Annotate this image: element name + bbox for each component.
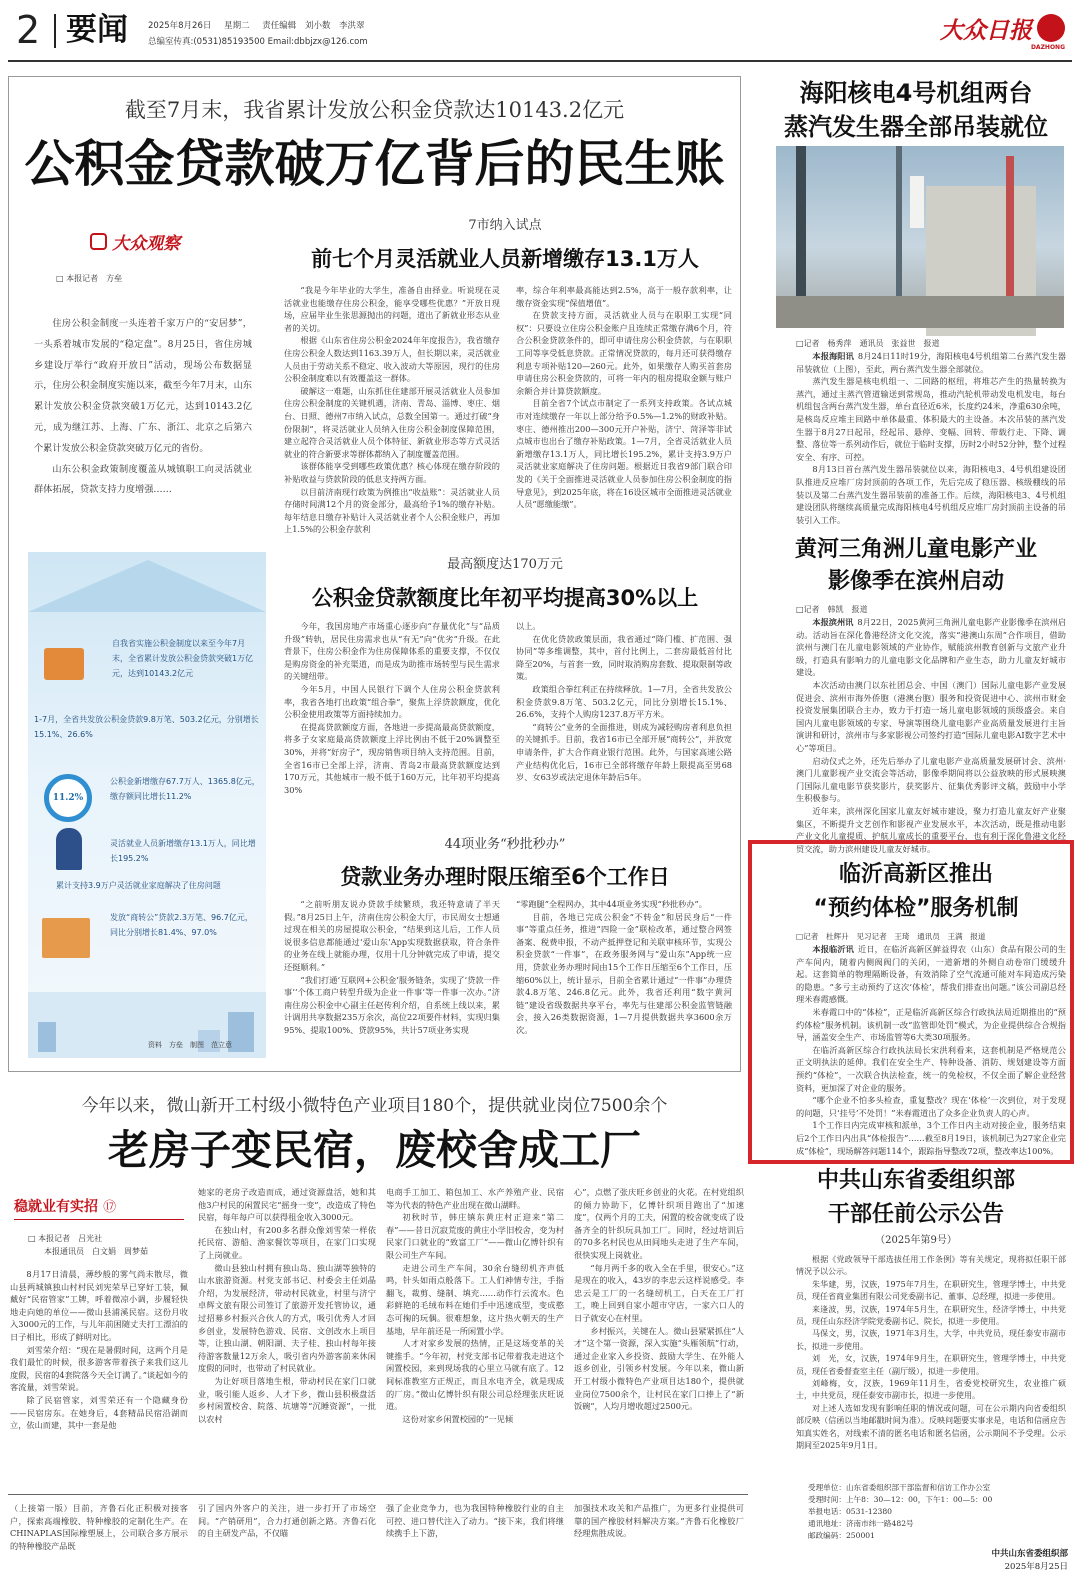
info-item-2: 1-7月，全省共发放公积金贷款9.8万笔、503.2亿元，分别增长15.1%、26.6% — [34, 715, 259, 739]
info-item-6: 发放“商转公”贷款2.3万笔、96.7亿元，同比分别增长81.4%、97.0% — [110, 913, 253, 937]
s1-paragraph: 在贷款支持方面，灵活就业人员与在职职工实现“同权”：只要设立住房公积金账户且连续正常缴存满6个月，符合公积金贷款条件的，即可申请住房公积金贷款，与在职职工同等享受低息贷款。正常情况贷款的，每月还可获得缴存利息专项补贴120—260元。此外，如果缴存人购买首套房申请住房公积金贷款的，可将一年内的租房提取金额与账户余额合并计算贷款额度。 — [516, 310, 732, 396]
roof-shape — [28, 560, 266, 612]
bottom-paragraph: 8月17日清晨，薄纱般的雾气尚未散尽，微山县两城镇独山村村民刘宪荣早已穿好工装，佩戴好“民宿管家”工牌，呼着微凉小调，步履轻快地走向她的单位——微山县浦溪民宿。这份月收入3000元的工作，与儿年前困随丈夫打工漂泊的日子相比，形成了鲜明对比。 — [10, 1269, 188, 1342]
s1-paragraph: 目前全省7个试点市制定了一系列支持政策。各试点城市对连续缴存一年以上部分给予0.5%—1.2%的财政补贴。枣庄、德州推出200—300元开户补贴，济宁、菏泽等非试点城市也出台了缴存补贴政策。1—7月，全省灵活就业人员新增缴存13.1万人，同比增长195.2%，累计支持3.9万户灵活就业家庭解决了住房问题。根据近日我省9部门联合印发的《关于全面推进灵活就业人员参加住房公积金制度的指导意见》，到2025年底，将在16设区城市全面推进灵活就业人员“愿缴能缴”。 — [516, 398, 732, 510]
logo-subtext: DAZHONG — [1030, 44, 1065, 51]
r1-headline-line: 海阳核电4号机组两台 — [799, 79, 1033, 107]
s2-paragraph: 在提高贷款额度方面，各地进一步提高最高贷款额度，将多子女家庭最高贷款额度上浮比例由不低于20%调整至30%，并将“好房子”，现房销售项目纳入支持范围。目前，全省16市已全部上浮，济南、青岛2市最高贷款额度达到170万元，其他城市一般不低于160万元，比年初平均提高30% — [284, 721, 500, 795]
infographic — [28, 552, 266, 1058]
r2-paragraph: 启动仪式之外，还先后举办了儿童电影产业高质量发展研讨会、滨州·澳门儿童影视产业交流会等活动，影像季期间将以公益放映的形式展映澳门国际儿童电影节获奖影片，获奖影片、征集优秀影评文稿，鼓励中小学生积极参与。 — [796, 755, 1066, 804]
logo-emblem-icon — [1037, 14, 1065, 42]
bottom-paragraph: 心”，点燃了张庆旺乡创业的火花。在村党组织的倾力协助下，亿博针织项目跑出了“加速度”，仅两个月的工夫，闲置的校舍就变成了设备齐全的针织玩具加工厂。同时，经过培训后的70多名村民也从田间地头走进了生产车间，很快实现上岗就业。 — [574, 1187, 744, 1260]
ring-chart — [44, 774, 92, 822]
info-item-4: 灵活就业人员新增缴存13.1万人，同比增长195.2% — [110, 839, 256, 863]
bottom-paragraph: 人才对家乡发展的热情，正是这场变革的关键推手。“今年初，村党支部书记带着我走进这个闲置校园，来到现场我的心里立马就有底了。12间标准教室方正规正，而且水电齐全，就是现成的厂房。”微山亿博针织有限公司总经理张庆旺说道。 — [386, 1338, 564, 1412]
s2-paragraph: 在优化贷款政策层面，我省通过“降门槛、扩范围、强协同”等多维调整，其中，首付比例上，二套房最低首付比降至20%，与首套一致，同时取消购房套数、提取限制等政策。 — [516, 633, 732, 682]
r4-paragraph: 刘 光，女，汉族，1974年9月生，在职研究生，管理学博士，中共党员，现任省委督查室主任（副厅级），拟进一步使用。 — [796, 1354, 1066, 1376]
bottom-byline-1: □ 本报记者 吕光社 — [28, 1234, 103, 1243]
s1-headline: 前七个月灵活就业人员新增缴存13.1万人 — [311, 247, 699, 271]
logo-text: 大众日报 — [940, 17, 1032, 44]
s2-col1 — [284, 620, 500, 818]
issue-weekday: 星期二 — [224, 21, 250, 31]
r4-paragraph: 根据《党政领导干部选拔任用工作条例》等有关规定，现将拟任职干部情况予以公示。 — [796, 1255, 1066, 1277]
r2-headline-line: 影像季在滨州启动 — [827, 569, 1004, 594]
r1-paragraph: 蒸汽发生器是核电机组一、二回路的枢纽，将堆芯产生的热量转换为蒸汽，通过主蒸汽管道输送到常规岛，推动汽轮机带动发电机发电，每台机组包含两台蒸汽发生器，单台直径近6米，长度约24米，净重630余吨，是核岛反应堆主回路中单体最重、体积最大的主设备。本次吊装的蒸汽发生器于8月27日起吊，经起吊、悬停、变幅、回转、带载行走、下降、调整、落位等一系列动作后，就位于临时支撑，历时2小时52分钟，整个过程安全、有序、可控。 — [796, 376, 1066, 462]
page-number: 2 — [16, 8, 41, 52]
header-meta — [148, 20, 365, 32]
r4-contacts — [808, 1482, 1066, 1546]
r1-lead: 8月24日11时19分，海阳核电4号机组第二台蒸汽发生器吊装就位（上图），至此，两台蒸汽发生器全部就位。 — [796, 351, 1066, 374]
editor-label: 责任编辑 — [262, 21, 297, 31]
newspaper-logo — [940, 12, 1065, 54]
lead-body — [34, 314, 252, 514]
r2-dateline: 本报滨州讯 — [812, 617, 854, 627]
house-icon — [44, 648, 84, 680]
r3-headline-line: 临沂高新区推出 — [838, 862, 993, 887]
r2-byline: □记者 韩凯 报道 — [796, 605, 868, 614]
r1-byline: □记者 杨秀萍 通讯员 张益世 报道 — [796, 339, 940, 348]
footer-col3: 强了企业竞争力，也为我国特种橡胶行业的自主可控、进口替代注入了动力。“接下来，我们将继续携手上下游， — [386, 1503, 564, 1539]
bottom-paragraph: 刘雪荣介绍：“现在是暑假时间，这两个月是我们最忙的时候，很多游客带着孩子来我们这儿度假，民宿的4套院落今天全订满了。”谈起如今的客流量，刘雪荣说。 — [10, 1344, 188, 1393]
r2-lead: 8月22日，2025黄河三角洲儿童电影产业影像季在滨州启动。活动旨在深化鲁港经济文化交流，落实“港澳山东周”合作项目，借助滨州与澳门在儿童电影领域的产业协作，赋能滨州教育创新与文旅产业升级，打造具有影响力的儿童电影文化品牌和产业生态，助力儿童友好城市建设。 — [796, 617, 1066, 678]
r4-paragraph: 朱华建，男，汉族，1975年7月生，在职研究生，管理学博士，中共党员，现任省商业集团有限公司党委副书记、董事、总经理，拟进一步使用。 — [796, 1279, 1066, 1302]
s3-paragraph: “零跑腿”全程网办，其中44项业务实现“秒批秒办”。 — [516, 899, 707, 909]
s3-col2 — [516, 898, 732, 1058]
r3-dateline: 本报临沂讯 — [812, 944, 855, 954]
issue-date: 2025年8月26日 — [148, 21, 212, 31]
bottom-paragraph: 乡村振兴，关键在人。微山县紧紧抓住“人才”这个第一资源，深入实施“头雁领航”行动，通过企业家入乡投资、鼓励大学生、在外能人返乡创业，引领乡村发展。今年以来，微山新开工村级小微特色产业项目达180个，提供就业岗位7500余个，让村民在家门口捧上了“新饭碗”，人均月增收超过2500元。 — [574, 1325, 744, 1412]
bottom-headline: 老房子变民宿，废校舍成工厂 — [108, 1126, 641, 1174]
s2-paragraph: 政策组合拳红利正在持续释放。1—7月，全省共发放公积金贷款9.8万笔、503.2亿元，同比分别增长15.1%、26.6%，支持个人购房1237.8万平方米。 — [516, 683, 732, 720]
person-icon — [56, 828, 82, 870]
r4-sign-date: 2025年8月25日 — [1004, 1562, 1068, 1572]
s2-paragraph: “商转公”业务的全面推进，则成为减轻购房者利息负担的关键抓手。目前，我省16市已全部开展“商转公”，并放宽申请条件，扩大合作商业银行范围。此外，与国家高速公路产业结构优化后，16市已全部将缴存年龄上限提高至男68岁、女63岁或法定退休年龄后5年。 — [516, 721, 732, 783]
crane-illustration — [776, 146, 1064, 328]
header-rule — [8, 60, 1072, 62]
s1-col1 — [284, 284, 500, 535]
editor-names: 刘小数 李洪翠 — [305, 21, 365, 31]
r3-paragraph: 米春霞口中的“体检”，正是临沂高新区综合行政执法局近期推出的“预约体检”服务机制。该机制一改“监管即处罚”模式，为企业提供综合合规指导，涵盖安全生产、市场监管等6大类30项服务。 — [796, 1006, 1066, 1043]
s2-kicker: 最高额度达170万元 — [447, 557, 563, 572]
r1-paragraph — [796, 350, 1066, 375]
r2-headline-line: 黄河三角洲儿童电影产业 — [794, 537, 1037, 562]
r4-paragraph: 来逢波，男，汉族，1974年5月生，在职研究生，经济学博士，中共党员，现任山东经济学院党委副书记、院长，拟进一步使用。 — [796, 1304, 1066, 1327]
r4-paragraph: 对上述人选如发现有影响任职的情况或问题，可在公示期内向省委组织部反映（信函以当地邮戳时间为准）。反映问题要实事求是，电话和信函应告知真实姓名，对线索不清的匿名电话和匿名信函，公示期间不予受理。公示期间至2025年9月1日。 — [796, 1403, 1066, 1451]
r3-headline — [760, 858, 1072, 926]
lead-headline: 公积金贷款破万亿背后的民生账 — [24, 135, 725, 193]
r3-paragraph — [796, 943, 1066, 1006]
s2-col2 — [516, 620, 732, 818]
r4-contact-line: 通讯地址：济南市纬一路482号 — [808, 1519, 914, 1528]
r3-paragraph: 1个工作日内完成审核和派单，3个工作日内主动对接企业，服务结束后2个工作日内出具“体检报告”……截至8月19日，该机制已为27家企业完成“体检”，现场解答问题114个，跟踪指导整改72项，整改率达100%。 — [796, 1120, 1066, 1156]
r4-signature: 中共山东省委组织部 — [991, 1549, 1068, 1559]
s1-paragraph: 根据《山东省住房公积金2024年年度报告》，我省缴存住房公积金人数达到1163.39万人，但长期以来，灵活就业人员由于劳动关系不稳定、收入波动大等原因，现行的住房公积金制度难以有效覆盖这一群体。 — [284, 335, 500, 384]
r4-body — [796, 1254, 1066, 1480]
r3-headline-line: “预约体检”服务机制 — [813, 896, 1019, 921]
r2-body — [796, 616, 1066, 854]
bottom-kicker: 今年以来，微山新开工村级小微特色产业项目180个，提供就业岗位7500余个 — [81, 1096, 668, 1116]
magnifier-icon — [90, 233, 107, 250]
s3-paragraph: “我们打通‘互联网+公积金’服务链条，实现了‘贷款一件事’‘个体工商户转型升级为企业一件事’等一件事一次办。”济南住房公积金中心副主任赵传利介绍，自系统上线以来，累计调用共享数据235万余次，高位22项要件材料，实现归集95%、提取100%、贷款95%，共计57项业务实现 — [284, 974, 500, 1035]
building-icon — [42, 918, 90, 958]
s1-paragraph: 该群体能享受到哪些政策优惠？核心体现在缴存阶段的补贴收益与贷款阶段的低息支持两方面。 — [284, 461, 500, 484]
bottom-paragraph: 电商手工加工、箱包加工、水产养殖产业、民宿等为代表的特色产业出现在微山湖畔。 — [386, 1187, 564, 1210]
bottom-paragraph: 这份对家乡闲置校园的“一见倾 — [402, 1413, 514, 1424]
footer-rule — [8, 1494, 748, 1495]
s1-col2 — [516, 284, 732, 532]
s1-paragraph: 率，综合年利率最高能达到2.5%，高于一般存款利率，让缴存资金实现“保值增值”。 — [516, 285, 732, 308]
r3-lead: 近日，在临沂高新区鲜益得农（山东）食品有限公司的生产车间内，随着内侧阀阀门的关闭，一道新增的外侧自动卷帘门缓缓升起。这套简单的物理隔断设备，有效消除了空气流通可能对车间造成污染的隐患。“多亏主动预约了这次‘体检’，帮我们排查出问题。”该公司副总经理米春霞感慨。 — [796, 944, 1066, 1005]
r4-contact-line: 受理单位：山东省委组织部干部监督和信访工作办公室 — [808, 1483, 991, 1492]
header-contact: 总编室传真:(0531)85193500 Email:dbbjzx@126.com — [148, 37, 368, 47]
lead-byline: □ 本报记者 方垒 — [56, 274, 123, 283]
s3-headline: 贷款业务办理时限压缩至6个工作日 — [340, 865, 670, 889]
r2-paragraph — [796, 616, 1066, 679]
r4-headline-line: 干部任前公示公告 — [827, 1202, 1004, 1227]
footer-col4: 加强技术攻关和产品推广，为更多行业提供可靠的国产橡胶材料解决方案。”齐鲁石化橡胶厂经理焦胜成说。 — [574, 1503, 744, 1539]
column-logo-text: 大众观察 — [112, 234, 181, 254]
lead-paragraph: 住房公积金制度一头连着千家万户的“安居梦”，一头系着城市发展的“稳定盘”。8月25日，省住房城乡建设厅举行“政府开放日”活动，现场公布数据显示，住房公积金制度实施以来，截至今年7月末，山东累计发放公积金贷款突破1万亿元，达到10143.2亿元，成为继江苏、上海、广东、浙江、北京之后第六个累计发放公积金贷款突破万亿元的省份。 — [34, 318, 252, 454]
r4-headline — [760, 1164, 1072, 1232]
bottom-paragraph: 为让好项目落地生根，带动村民在家门口就业，吸引能人返乡、人才下乡，微山县积极盘活乡村闲置校舍、院落、坑塘等“沉睡资源”，一批以农村 — [198, 1375, 376, 1424]
s2-paragraph: 今年，我国房地产市场重心逐步向“存量优化”与“品质升级”转轨，居民住房需求也从“有无”向“优劣”升级。在此背景下，住房公积金作为住房保障体系的重要支撑，不仅仅是购房资金的补充渠道，而是成为助推市场转型与民生需求的关键纽带。 — [284, 621, 500, 682]
r4-headline-line: 中共山东省委组织部 — [816, 1168, 1015, 1193]
r1-body — [796, 350, 1066, 525]
s2-paragraph: 今年5月，中国人民银行下调个人住房公积金贷款利率，我省各地打出政策“组合拳”，聚焦上浮贷款额度，优化公积金使用政策等方面持续加力。 — [284, 683, 500, 720]
column-tag-text: 稳就业有实招 — [14, 1199, 98, 1215]
bottom-paragraph: 走进公司生产车间，30余台缝纫机齐声低鸣，针头如雨点般落下。工人们神情专注，手指翻飞，裁剪、缝制、填充……动作行云流水。色彩鲜艳的毛绒布料在她们手中迅速成型，变成憨态可掬的玩偶。很难想象，这片热火朝天的生产基地，早年前还是一所闲置小学。 — [386, 1262, 564, 1336]
r3-paragraph: 在临沂高新区综合行政执法局长宋洪利看来，这套机制是严格规范公正文明执法的延伸。我们在安全生产、特种设备、消防、规划建设等方面预约“体检”，一次联合执法检查，统一的免检权，不仅全面了解企业经营资料，更加深了对企业的服务。 — [796, 1044, 1066, 1093]
column-logo — [90, 229, 220, 253]
footer-col1: （上接第一版）目前，齐鲁石化正积极对接客户，探索高端橡胶、特种橡胶的定制化生产。在CHINAPLAS国际橡塑展上，公司联合多方展示的特种橡胶产品既 — [10, 1503, 188, 1551]
s3-paragraph: “之前听朋友说办贷款手续繁琐，我还特意请了半天假。”8月25日上午，济南住房公积金大厅，市民周女士想通过现在相关的房屋提取公积金，“结果到这儿后，工作人员说很多信息都能通过‘爱山东’App实现数据获取，符合条件的业务在线上就能办理，仅用十几分钟就完成了申请，提交还挺顺利。” — [284, 899, 500, 972]
r4-paragraph: 马保文，男，汉族，1971年3月生，大学，中共党员，现任泰安市副市长，拟进一步使用。 — [796, 1329, 1066, 1351]
info-item-3: 公积金新增缴存67.7万人、1365.8亿元，缴存额同比增长11.2% — [110, 777, 260, 801]
r2-paragraph: 近年来，滨州深化国家儿童友好城市建设，聚力打造儿童友好产业聚集区，不断提升文艺创作和影视产业发展水平，本次活动，既是推动电影产业文化儿童提质、护航儿童成长的重要平台，也有利于深化鲁港文化经贸交流，助力滨州建设儿童友好城市。 — [796, 805, 1066, 854]
lead-kicker: 截至7月末，我省累计发放公积金贷款达10143.2亿元 — [124, 98, 625, 122]
s3-paragraph: 目前，各地已完成公积金“不转金”和居民身后“一件事”等重点任务，推进“四险一金”联检改革，通过整合网签备案、税费申报，不动产抵押登记和关联审核环节，实现公积金贷款“一件事”，在政务服务网与“爱山东”App统一应用，贷款业务办理时间由15个工作日压缩至6个工作日，压缩60%以上，统计显示，目前全省累计通过“一件事”办理贷款4.8万笔、246.8亿元。此外，我省还利用“数字黄河链”建设省级数据共享平台，率先与住建部公积金监管链融会，接入26类数据资源，1—7月提供数据共享3600余万次。 — [516, 911, 732, 1035]
steam-generator — [910, 176, 924, 228]
bottom-col2 — [198, 1186, 376, 1486]
r3-byline: □记者 杜辉升 见习记者 王琦 通讯员 王满 报道 — [796, 932, 986, 941]
r2-paragraph: 本次活动由澳门以东社团总会、中国（澳门）国际儿童电影产业发展促进会、滨州市海外侨胞（港澳台胞）服务和投资促进中心、滨州市财金投资发展集团联合主办，致力于打造一场儿童电影领域的顶级盛会。来自国内儿童电影领域的专家、导演等围绕儿童电影产业高质量发展进行主旨演讲和研讨，滨州市与多家影视公司签约打造“国际儿童电影AI数字艺术中心”等项目。 — [796, 679, 1066, 753]
r1-photo — [776, 146, 1064, 328]
r3-paragraph: “哪个企业不怕多头检查，重复整改？现在‘体检’一次到位，对于发现的问题，只‘挂号’不处罚！”米春霞道出了众多企业负责人的心声。 — [796, 1095, 1066, 1118]
r1-paragraph: 8月13日首台蒸汽发生器吊装就位以来，海阳核电3、4号机组建设团队推进反应堆厂房封顶前的各项工作，先后完成了稳压器、核级棚线的吊装以及第二台蒸汽发生器吊装前的准备工作。后续，海阳核电3、4号机组建设团队将继续高质量完成海阳核电4号机组反应堆厂房封顶前主设备的吊装引入工作。 — [796, 464, 1066, 525]
lead-paragraph: 山东公积金政策制度覆盖从城镇职工向灵活就业群体拓展，贷款支持力度增强…… — [34, 463, 252, 496]
r4-paragraph: 刘峰梅，女，汉族，1969年11月生，省委党校研究生，农业推广硕士，中共党员，现任泰安市副市长，拟进一步使用。 — [796, 1379, 1066, 1401]
column-tag-number: ⑰ — [103, 1200, 117, 1215]
s2-paragraph: 以上。 — [516, 621, 541, 631]
s3-kicker: 44项业务“秒批秒办” — [444, 837, 566, 852]
r4-contact-line: 邮政编码：250001 — [808, 1531, 875, 1540]
r1-headline-line: 蒸汽发生器全部吊装就位 — [784, 113, 1048, 141]
r4-contact-line: 受理时间：上午8：30—12：00，下午1：00—5：00 — [808, 1495, 993, 1504]
column-tag-rule — [14, 1219, 184, 1220]
footer-col2: 引了国内外客户的关注，进一步打开了市场空间。“产销研用”，合力打通创新之路。齐鲁石化的自主研发产品，不仅瞄 — [198, 1503, 376, 1539]
bottom-byline-2: 本报通讯员 白文娟 周梦茹 — [44, 1247, 148, 1256]
header-divider-vertical — [54, 14, 56, 48]
r3-body — [796, 943, 1066, 1156]
s1-paragraph: 破解这一难题，山东抓住住建部开展灵活就业人员参加住房公积金制度的关键机遇，济南、青岛、淄博、枣庄、烟台、日照、德州7市纳入试点，总数全国第一。通过打破“身份限制”，将灵活就业人员纳入住房公积金制度保障范围，建立起符合灵活就业人员个体特征、新就业形态等方式灵活就业的符合新要求等群体都纳入了制度覆盖范围。 — [284, 385, 500, 459]
bottom-paragraph: “每月两千多的收入全在手里，很安心。”这是现在的收入，43岁的李忠云这样说感受。李忠云是工厂的一名缝纫机工，白天在工厂打工，晚上回到自家小超市守店，一家六口人的日子就安心在村里。 — [574, 1262, 744, 1323]
infographic-credit: 资料 方垒 制图 范立意 — [148, 1041, 232, 1049]
bottom-paragraph: 在独山村，有200多名群众像刘雪荣一样依托民宿、游船、渔家餐饮等项目，在家门口实现了上岗就业。 — [198, 1224, 376, 1260]
bottom-col1 — [10, 1268, 188, 1486]
r1-headline — [760, 76, 1072, 144]
ring-value: 11.2% — [52, 793, 84, 803]
r1-dateline: 本报海阳讯 — [812, 351, 854, 361]
bottom-col4 — [574, 1186, 744, 1486]
info-item-1: 自我省实施公积金制度以来至今年7月末，全省累计发放公积金贷款突破1万亿元，达到10143.2亿元 — [112, 639, 254, 678]
s2-headline: 公积金贷款额度比年初平均提高30%以上 — [311, 586, 699, 610]
bottom-col3 — [386, 1186, 564, 1486]
r4-contact-line: 举报电话：0531-12380 — [808, 1507, 893, 1516]
bottom-paragraph: 初秋时节，韩庄镇东黄庄村正迎来“第二春”——昔日沉寂荒废的黄庄小学旧校舍，变为村民家门口就业的“致富工厂”——微山亿博针织有限公司生产车间。 — [386, 1212, 564, 1260]
s1-kicker: 7市纳入试点 — [468, 218, 542, 233]
s1-paragraph: “我是今年毕业的大学生，准备自由择业。听说现在灵活就业也能缴存住房公积金，能享受哪些优惠？”开放日现场，应届毕业生张思源抛出的问题，道出了新就业形态从业者的关切。 — [284, 285, 500, 333]
column-tag — [14, 1196, 186, 1218]
bottom-paragraph: 她家的老房子改造而成，通过资源盘活，她和其他3户村民的闲置民宅“摇身一变”，改造成了特色民宿，每年每户可以获得租金收入3000元。 — [198, 1187, 376, 1223]
info-item-5: 累计支持3.9万户灵活就业家庭解决了住房问题 — [56, 881, 221, 890]
s3-col1 — [284, 898, 500, 1058]
r4-subtitle: （2025年第9号） — [875, 1235, 957, 1246]
bottom-paragraph: 除了民宿管家，刘雪荣还有一个隐藏身份——民宿房东。在她身后，4套精品民宿沿湖而立，依山而建，其中一套是他 — [10, 1394, 188, 1431]
s1-paragraph: 以目前济南现行政策为例推出“收益账”：灵活就业人员存储时间满12个月的资金部分，最高给予1%的缴存补贴。每年结息日缴存补贴计入灵活就业者个人公积金账户，再加上1.5%的公积金存款利 — [284, 486, 500, 535]
page-header — [0, 0, 1080, 60]
bottom-paragraph: 微山县独山村拥有独山岛、独山湖等独特的山水旅游资源。村党支部书记、村委会主任刘晶介绍，为发展经济，带动村民就业，村里与济宁卓辉文旅有限公司签订了旅游开发托管协议，通过招募乡村振兴合伙人的方式，吸引优秀人才回乡创业，发展特色游戏、民宿、文创改水上项目等，让独山湖、朝阳湖、夫子桂、独山村每年接待游客数量12万余人，吸引省内外游客前来休闲度假的同时，也带动了村民就业。 — [198, 1262, 376, 1374]
section-title: 要闻 — [66, 12, 128, 48]
r2-headline — [760, 534, 1072, 598]
